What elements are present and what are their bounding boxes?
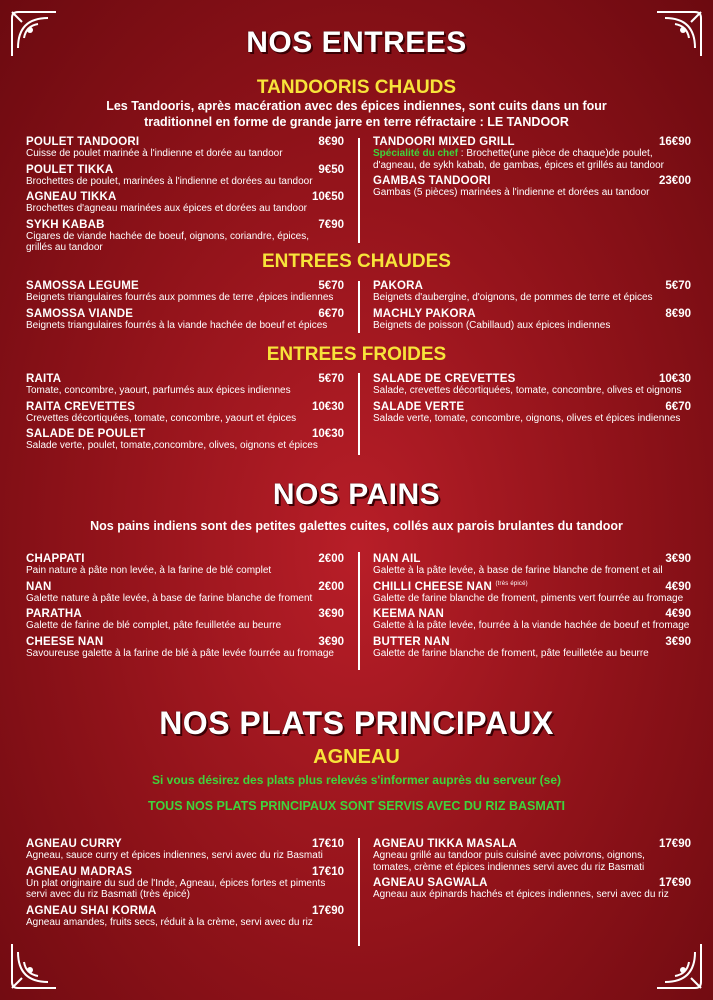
tandooris-intro — [0, 98, 713, 130]
item-description: Brochettes d'agneau marinées aux épices et dorées au tandoor — [26, 203, 307, 214]
item-price: 8€90 — [665, 307, 691, 320]
item-name: AGNEAU CURRY — [26, 838, 122, 850]
menu-item — [373, 136, 691, 171]
menu-item — [373, 308, 691, 332]
item-description: Galette nature à pâte levée, à base de farine blanche de froment — [26, 592, 313, 604]
item-name: PAKORA — [373, 280, 424, 292]
item-name — [373, 581, 528, 593]
subsection-title-agneau: AGNEAU — [313, 746, 400, 768]
chef-special-label: Spécialité du chef — [373, 148, 459, 159]
item-name: GAMBAS TANDOORI — [373, 175, 491, 187]
item-price: 17€90 — [659, 838, 691, 850]
subsection-title-tandooris: TANDOORIS CHAUDS — [256, 77, 457, 98]
tandooris-right-list — [373, 136, 691, 203]
pains-intro: Nos pains indiens sont des petites galettes cuites, collés aux parois brulantes du tandoor — [90, 519, 623, 533]
item-price: 2€00 — [318, 553, 344, 565]
column-divider — [358, 373, 360, 455]
froides-left-list — [26, 373, 344, 456]
item-price: 8€90 — [318, 136, 344, 148]
menu-item — [26, 428, 344, 452]
item-price: 3€90 — [318, 608, 344, 620]
item-description: Salade, crevettes décortiquées, tomate, concombre, olives et oignons — [373, 385, 682, 396]
spicy-info-note: Si vous désirez des plats plus relevés s'informer auprès du serveur (se) — [151, 773, 562, 787]
section-title-pains: NOS PAINS — [272, 478, 441, 511]
item-description: Galette à la pâte levée, à base de farine blanche de froment et ail — [373, 565, 663, 576]
menu-item — [26, 608, 344, 632]
item-price: 17€90 — [312, 904, 344, 917]
item-name: NAN AIL — [373, 553, 421, 565]
menu-item — [373, 608, 691, 632]
item-name: SAMOSSA VIANDE — [26, 307, 134, 320]
menu-item — [26, 164, 344, 188]
menu-item — [373, 280, 691, 304]
chaudes-left-list — [26, 280, 344, 335]
item-name: POULET TANDOORI — [26, 136, 140, 148]
menu-item — [373, 838, 691, 873]
section-title-entrees: NOS ENTREES — [246, 26, 467, 59]
item-price: 10€30 — [312, 428, 344, 440]
item-description: Beignets d'aubergine, d'oignons, de pommes de terre et épices — [373, 292, 653, 303]
item-name: AGNEAU MADRAS — [26, 865, 133, 878]
chaudes-right-list — [373, 280, 691, 335]
menu-item — [26, 191, 344, 215]
item-name: SALADE DE CREVETTES — [373, 373, 516, 385]
item-description: Galette de farine de blé complet, pâte feuilletée au beurre — [26, 620, 282, 631]
menu-item — [26, 219, 344, 254]
item-description: Tomate, concombre, yaourt, parfumés aux épices indiennes — [26, 385, 291, 396]
menu-item — [26, 636, 344, 660]
subsection-title-chaudes: ENTREES CHAUDES — [262, 251, 451, 272]
item-name: NAN — [26, 580, 52, 593]
menu-item — [26, 866, 344, 901]
section-title-plats: NOS PLATS PRINCIPAUX — [159, 705, 554, 741]
item-name: RAITA CREVETTES — [26, 400, 136, 413]
spicy-note: (très épicé) — [495, 580, 528, 587]
item-description: Agneau, sauce curry et épices indiennes, servi avec du riz Basmati — [26, 850, 323, 861]
item-price: 7€90 — [318, 218, 344, 231]
item-name: MACHLY PAKORA — [373, 307, 476, 320]
item-name: SAMOSSA LEGUME — [26, 280, 139, 292]
item-name: PARATHA — [26, 608, 82, 620]
column-divider — [358, 838, 360, 946]
item-price: 6€70 — [318, 307, 344, 320]
item-name: SALADE VERTE — [373, 400, 465, 413]
item-description: Cuisse de poulet marinée à l'indienne et dorée au tandoor — [26, 148, 283, 159]
menu-item — [373, 877, 691, 901]
item-name: AGNEAU TIKKA — [26, 191, 117, 203]
item-description: Salade verte, tomate, concombre, oignons, olives et épices indiennes — [373, 412, 681, 424]
menu-item — [26, 838, 344, 862]
menu-item — [373, 636, 691, 660]
item-description: Beignets triangulaires fourrés à la viande hachée de boeuf et épices — [26, 319, 328, 331]
item-price: 17€10 — [312, 838, 344, 850]
item-description: Beignets de poisson (Cabillaud) aux épices indiennes — [373, 319, 611, 331]
item-price: 5€70 — [318, 373, 344, 385]
item-price: 17€10 — [312, 865, 344, 878]
item-description: Galette de farine blanche de froment, piments vert fourrée au fromage — [373, 592, 684, 604]
menu-item — [373, 373, 691, 397]
item-name-text: CHILLI CHEESE NAN — [373, 580, 493, 593]
item-description: Crevettes décortiquées, tomate, concombre, yaourt et épices — [26, 412, 297, 424]
intro-line: traditionnel en forme de grande jarre en terre réfractaire : LE TANDOOR — [144, 115, 569, 129]
menu-item — [26, 280, 344, 304]
rice-info-note: TOUS NOS PLATS PRINCIPAUX SONT SERVIS AVEC DU RIZ BASMATI — [148, 799, 565, 813]
column-divider — [358, 281, 360, 333]
item-price: 3€90 — [318, 635, 344, 648]
column-divider — [358, 552, 360, 670]
item-name: POULET TIKKA — [26, 163, 114, 176]
item-description: Cigares de viande hachée de boeuf, oignons, coriandre, épices, grillés au tandoor — [26, 230, 309, 253]
item-description — [373, 148, 691, 171]
item-description: Pain nature à pâte non levée, à la farine de blé complet — [26, 565, 272, 576]
tandooris-left-list — [26, 136, 344, 258]
corner-ornament-icon — [8, 940, 60, 992]
menu-item — [26, 136, 344, 160]
item-description: Agneau amandes, fruits secs, réduit à la crème, servi avec du riz — [26, 916, 313, 928]
corner-ornament-icon — [653, 940, 705, 992]
item-name: TANDOORI MIXED GRILL — [373, 136, 515, 148]
item-price: 5€70 — [665, 280, 691, 292]
item-price: 17€90 — [659, 877, 691, 889]
item-description: Brochettes de poulet, marinées à l'indienne et dorées au tandoor — [26, 175, 313, 187]
item-name: SALADE DE POULET — [26, 428, 146, 440]
item-price: 10€50 — [312, 191, 344, 203]
item-description-text: : Brochette(une pièce de chaque)de poulet, d'agneau, de sykh kabab, de gambas, épices et grillés au tandoor — [373, 148, 664, 171]
froides-right-list — [373, 373, 691, 428]
menu-item — [373, 401, 691, 425]
item-price: 23€00 — [659, 175, 691, 187]
item-price: 6€70 — [665, 400, 691, 413]
menu-item — [26, 401, 344, 425]
item-name: CHEESE NAN — [26, 635, 104, 648]
item-price: 4€90 — [665, 580, 691, 593]
menu-item — [373, 175, 691, 199]
item-description: Beignets triangulaires fourrés aux pommes de terre ,épices indiennes — [26, 292, 334, 303]
menu-item — [373, 581, 691, 605]
item-price: 10€30 — [312, 400, 344, 413]
pains-right-list — [373, 553, 691, 663]
item-name: AGNEAU TIKKA MASALA — [373, 838, 517, 850]
menu-item — [26, 581, 344, 605]
item-description: Agneau grillé au tandoor puis cuisiné avec poivrons, oignons, tomates, crème et épices indiennes servi avec du riz Basmati — [373, 850, 645, 873]
item-description: Savoureuse galette à la farine de blé à pâte levée fourrée au fromage — [26, 647, 334, 659]
agneau-left-list — [26, 838, 344, 932]
menu-item — [373, 553, 691, 577]
pains-left-list — [26, 553, 344, 663]
item-price: 4€90 — [665, 608, 691, 620]
item-name: BUTTER NAN — [373, 635, 450, 648]
agneau-right-list — [373, 838, 691, 905]
intro-line: Les Tandooris, après macération avec des épices indiennes, sont cuits dans un four — [106, 99, 607, 113]
item-description: Galette à la pâte levée, fourrée à la viande hachée de boeuf et fromage — [373, 620, 690, 631]
item-name: AGNEAU SHAI KORMA — [26, 904, 157, 917]
item-description: Salade verte, poulet, tomate,concombre, olives, oignons et épices — [26, 440, 318, 451]
item-description: Un plat originaire du sud de l'Inde, Agneau, épices fortes et piments servi avec du riz Basmati (très épicé) — [26, 877, 326, 900]
item-price: 5€70 — [318, 280, 344, 292]
item-price: 10€30 — [659, 373, 691, 385]
menu-item — [26, 553, 344, 577]
item-price: 3€90 — [665, 635, 691, 648]
item-description: Galette de farine blanche de froment, pâte feuilletée au beurre — [373, 647, 649, 659]
item-name: RAITA — [26, 373, 62, 385]
subsection-title-froides: ENTREES FROIDES — [266, 344, 447, 365]
item-description: Gambas (5 pièces) marinées à l'indienne et dorées au tandoor — [373, 187, 650, 198]
item-name: AGNEAU SAGWALA — [373, 877, 488, 889]
menu-item — [26, 905, 344, 929]
item-name: KEEMA NAN — [373, 608, 445, 620]
column-divider — [358, 138, 360, 243]
item-price: 2€00 — [318, 580, 344, 593]
item-price: 9€50 — [318, 163, 344, 176]
item-price: 3€90 — [665, 553, 691, 565]
menu-item — [26, 373, 344, 397]
item-name: SYKH KABAB — [26, 218, 105, 231]
item-name: CHAPPATI — [26, 553, 85, 565]
item-description: Agneau aux épinards hachés et épices indiennes, servi avec du riz — [373, 889, 669, 900]
item-price: 16€90 — [659, 136, 691, 148]
menu-item — [26, 308, 344, 332]
